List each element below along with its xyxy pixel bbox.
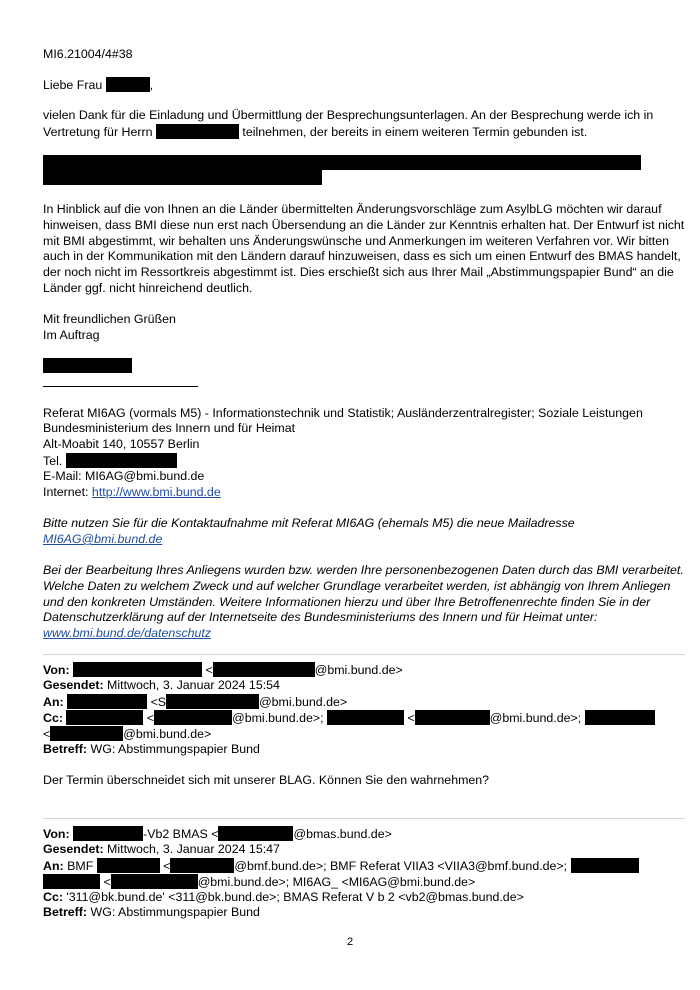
- redaction: [154, 710, 232, 725]
- signature-phone: Tel.: [43, 453, 177, 469]
- redaction: [73, 662, 202, 677]
- mail2-to: An: BMF < @bmf.bund.de>; BMF Referat VIIA3 <VIIA3@bmf.bund.de>;: [43, 858, 639, 874]
- signature-line: Bundesministerium des Innern und für Heimat: [43, 421, 296, 435]
- page-number: 2: [346, 936, 354, 948]
- signature-email: E-Mail: MI6AG@bmi.bund.de: [43, 469, 205, 483]
- redaction: [67, 694, 147, 709]
- paragraph-line: mit BMI abgestimmt, wir behalten uns Änderungswünsche und Anmerkungen im weiteren Verfahren vor. Wir bitten: [43, 234, 670, 248]
- paragraph-line: Vertretung für Herrn teilnehmen, der bereits in einem weiteren Termin gebunden ist.: [43, 125, 588, 139]
- signature-rule: [43, 386, 198, 387]
- mail1-subject: Betreff: WG: Abstimmungspapier Bund: [43, 742, 260, 756]
- redaction: [50, 726, 123, 741]
- closing-line: Im Auftrag: [43, 328, 100, 342]
- mail2-from: Von: -Vb2 BMAS < @bmas.bund.de>: [43, 827, 392, 841]
- paragraph-line: vielen Dank für die Einladung und Übermittlung der Besprechungsunterlagen. An der Besprechung werde ich in: [43, 108, 654, 122]
- notice-link-line: [43, 532, 162, 547]
- mail2-to-cont: < @bmi.bund.de>; MI6AG_ <MI6AG@bmi.bund.de>: [43, 874, 475, 890]
- notice-line: Bitte nutzen Sie für die Kontaktaufnahme mit Referat MI6AG (ehemals M5) die neue Mailadresse: [43, 516, 575, 530]
- redaction: [213, 662, 315, 677]
- privacy-line: Datenschutzerklärung auf der Internetseite des Bundesministeriums des Innern und für Heimat unter:: [43, 610, 598, 624]
- mail-separator: [43, 654, 685, 655]
- signature-redaction: [43, 358, 132, 373]
- redaction-block: [43, 155, 641, 170]
- paragraph-line: In Hinblick auf die von Ihnen an die Länder übermittelten Änderungsvorschläge zum AsylbLG möchten wir darauf: [43, 202, 662, 216]
- redaction: [218, 826, 293, 841]
- mailto-link[interactable]: MI6AG@bmi.bund.de: [43, 532, 163, 546]
- redaction: [43, 874, 100, 889]
- redaction: [106, 77, 150, 92]
- redaction: [170, 858, 234, 873]
- reference-number: MI6.21004/4#38: [43, 47, 133, 61]
- paragraph-line: auch in der Kommunikation mit den Ländern darauf hinzuweisen, dass es sich um einen Entwurf des BMAS handelt,: [43, 249, 681, 263]
- paragraph-line: der noch nicht im Ressortkreis abgestimmt ist. Dies erschießt sich aus Ihrer Mail „Abstimmungspapier Bund“ an die: [43, 265, 674, 279]
- redaction: [66, 453, 177, 468]
- privacy-line: Welche Daten zu welchem Zweck und auf welcher Grundlage verarbeitet werden, ist abhängig von Ihrem Anliegen: [43, 579, 671, 593]
- mail1-sent: Gesendet: Mittwoch, 3. Januar 2024 15:54: [43, 678, 280, 692]
- privacy-link-line: [43, 626, 211, 641]
- redaction: [111, 874, 198, 889]
- redaction: [97, 858, 160, 873]
- greeting: Liebe Frau ,: [43, 78, 154, 92]
- mail2-cc: Cc: '311@bk.bund.de' <311@bk.bund.de>; BMAS Referat V b 2 <vb2@bmas.bund.de>: [43, 890, 524, 904]
- mail1-cc-cont: < @bmi.bund.de>: [43, 727, 212, 741]
- mail1-to: An: <S @bmi.bund.de>: [43, 695, 348, 709]
- mail2-sent: Gesendet: Mittwoch, 3. Januar 2024 15:47: [43, 842, 280, 856]
- redaction: [156, 124, 239, 139]
- internet-link[interactable]: http://www.bmi.bund.de: [91, 485, 221, 499]
- mail2-subject: Betreff: WG: Abstimmungspapier Bund: [43, 905, 260, 919]
- closing-line: Mit freundlichen Grüßen: [43, 312, 176, 326]
- signature-line: Referat MI6AG (vormals M5) - Informationstechnik und Statistik; Ausländerzentralregister; Soziale Leistungen: [43, 406, 643, 420]
- paragraph-line: hinweisen, dass BMI diese nun erst nach Übersendung an die Länder zur Kenntnis erhalten hat. Der Entwurf ist nicht: [43, 218, 685, 232]
- redaction: [415, 710, 490, 725]
- redaction: [571, 858, 639, 873]
- paragraph-line: Länder ggf. nicht hinreichend deutlich.: [43, 281, 253, 295]
- redaction: [327, 710, 404, 725]
- mail1-from: Von: < @bmi.bund.de>: [43, 663, 403, 677]
- signature-address: Alt-Moabit 140, 10557 Berlin: [43, 437, 200, 451]
- mail1-cc: Cc: < @bmi.bund.de>; < @bmi.bund.de>;: [43, 710, 655, 726]
- redaction: [73, 826, 143, 841]
- mail-separator: [43, 818, 685, 819]
- privacy-link[interactable]: www.bmi.bund.de/datenschutz: [43, 626, 212, 640]
- privacy-line: Bei der Bearbeitung Ihres Anliegens wurden bzw. werden Ihre personenbezogenen Daten durch das BMI verarbeitet.: [43, 563, 684, 577]
- redaction: [66, 710, 143, 725]
- redaction: [585, 710, 655, 725]
- mail1-body: Der Termin überschneidet sich mit unserer BLAG. Können Sie den wahrnehmen?: [43, 773, 490, 787]
- redaction-block: [43, 170, 322, 185]
- signature-internet: Internet: http://www.bmi.bund.de: [43, 485, 221, 499]
- privacy-line: und den konkreten Umständen. Weitere Informationen hierzu und über Ihre Betroffenenrechte finden Sie in der: [43, 595, 651, 609]
- redaction: [166, 694, 259, 709]
